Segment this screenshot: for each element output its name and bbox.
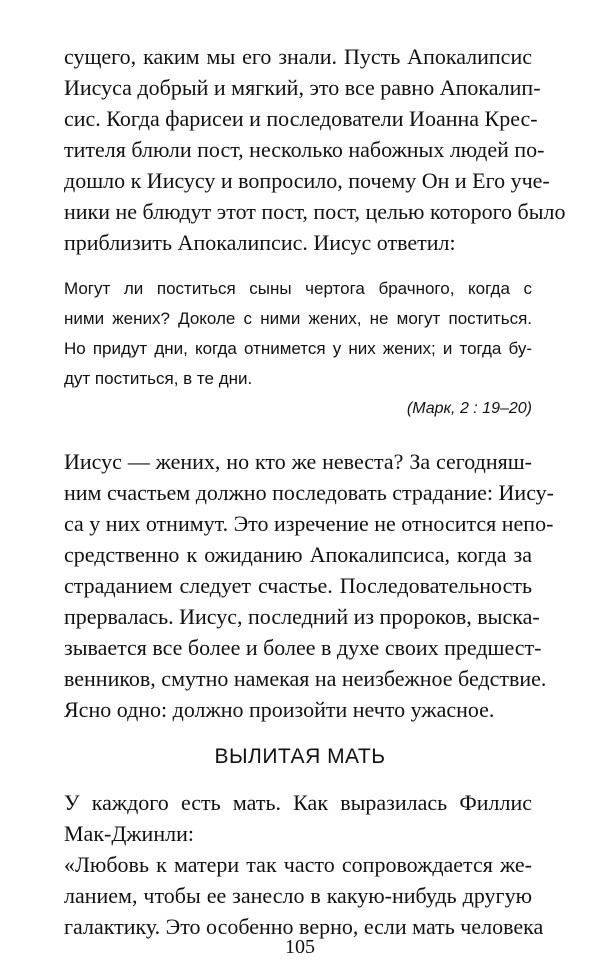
text-line: тителя блюли пост, несколько набожных людей по-: [64, 137, 545, 162]
text-line: средственно к ожиданию Апокалипсиса, когда за: [64, 542, 532, 567]
text-line: сущего, каким мы его знали. Пусть Апокалипсис: [64, 44, 532, 69]
quote-line: Но придут дни, когда отнимется у них жених; и тогда бу-: [64, 339, 532, 358]
text-line: «Любовь к матери так часто сопровождается же-: [64, 852, 532, 877]
quote-line: ними жених? Доколе с ними жених, не могут поститься.: [64, 309, 532, 328]
quote-line: Могут ли поститься сыны чертога брачного, когда с: [64, 279, 532, 298]
page-number: 105: [285, 936, 315, 958]
text-line: ланием, чтобы ее занесло в какую-нибудь другую: [64, 883, 532, 908]
text-line: приблизить Апокалипсис. Иисус ответил:: [64, 230, 456, 255]
text-line: Иисуса добрый и мягкий, это все равно Апокалип-: [64, 75, 541, 100]
text-line: У каждого есть мать. Как выразилась Филлис: [64, 790, 532, 815]
text-line: страданием следует счастье. Последовательность: [64, 573, 532, 598]
text-line: ним счастьем должно последовать страдание: Иису-: [64, 480, 555, 505]
text-line: Мак-Джинли:: [64, 821, 194, 846]
text-line: ники не блюдут этот пост, пост, целью которого было: [64, 199, 566, 224]
text-line: Иисус — жених, но кто же невеста? За сегодняш-: [64, 449, 532, 474]
quote-line: дут поститься, в те дни.: [64, 369, 253, 388]
text-line: галактику. Это особенно верно, если мать человека: [64, 914, 544, 939]
text-line: дошло к Иисусу и вопросило, почему Он и Его уче-: [64, 168, 550, 193]
quote-citation: (Марк, 2 : 19–20): [406, 400, 532, 417]
text-line: Ясно одно: должно произойти нечто ужасное.: [64, 697, 495, 722]
text-line: сис. Когда фарисеи и последователи Иоанна Крес-: [64, 106, 538, 131]
text-line: са у них отнимут. Это изречение не относится непо-: [64, 511, 554, 536]
text-line: зывается все более и более в духе своих предшест-: [64, 635, 542, 660]
text-line: венников, смутно намекая на неизбежное бедствие.: [64, 666, 547, 691]
text-line: прервалась. Иисус, последний из пророков, выска-: [64, 604, 540, 629]
section-heading: ВЫЛИТАЯ МАТЬ: [214, 745, 386, 768]
